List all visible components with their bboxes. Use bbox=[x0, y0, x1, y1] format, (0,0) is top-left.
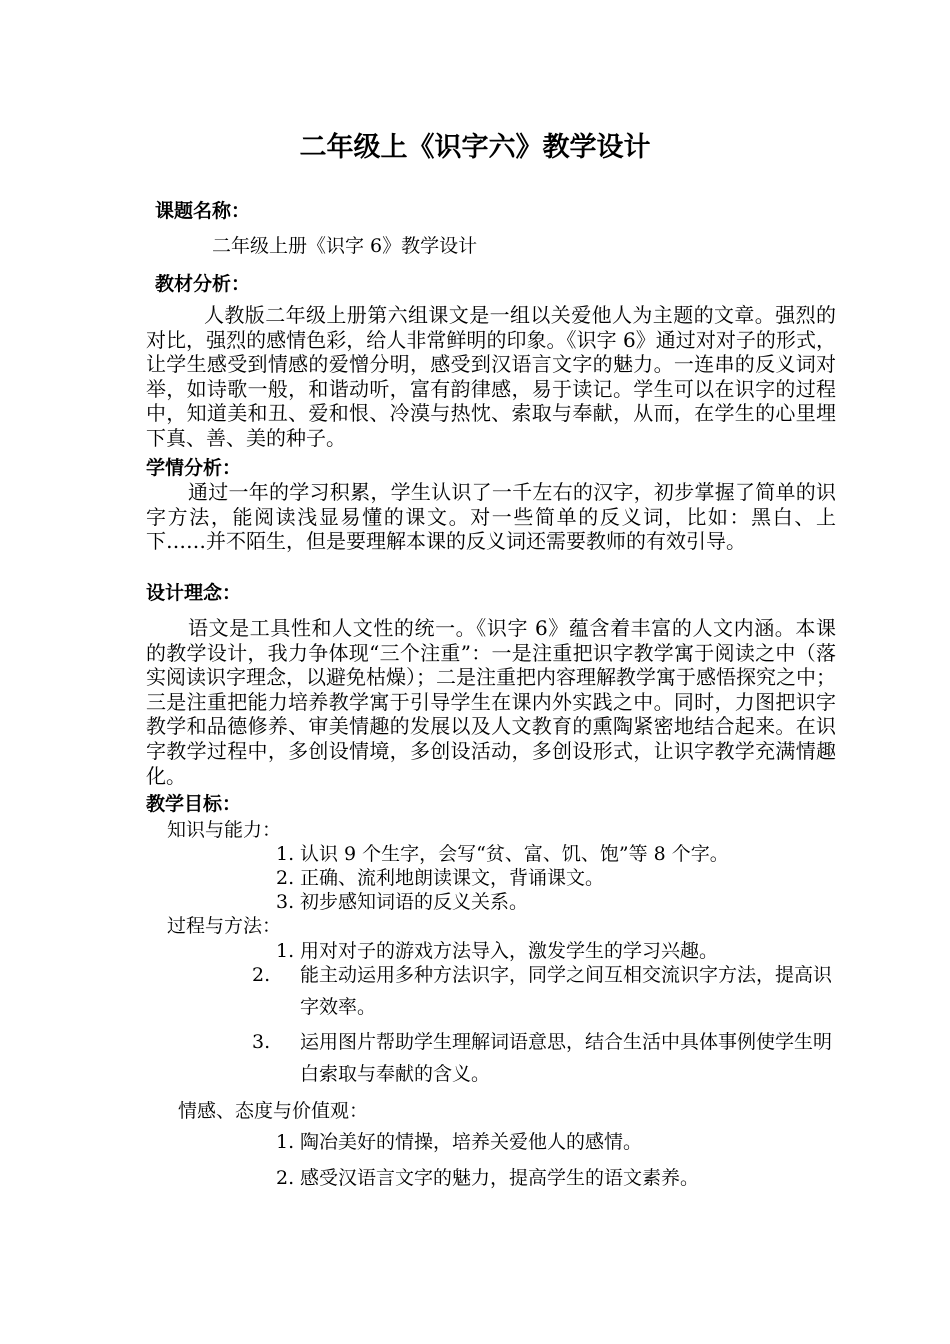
knowledge-item-1: 1. 认识 9 个生字，会写“贫、富、饥、饱”等 8 个字。 bbox=[276, 843, 729, 865]
process-method-label: 过程与方法： bbox=[167, 915, 282, 937]
knowledge-ability-label: 知识与能力： bbox=[167, 819, 282, 841]
material-analysis-heading: 教材分析： bbox=[155, 273, 251, 295]
student-analysis-text: 通过一年的学习积累，学生认识了一千左右的汉字，初步掌握了简单的识字方法，能阅读浅显易懂的课文。对一些简单的反义词，比如：黑白、上下……并不陌生，但是要理解本课的反义词还需要教师的有效引导。 bbox=[146, 480, 836, 554]
process-item-2: 2. 能主动运用多种方法识字，同学之间互相交流识字方法，提高识字效率。 bbox=[252, 964, 833, 1018]
design-concept-heading: 设计理念： bbox=[146, 582, 242, 604]
course-name-value: 二年级上册《识字 6》教学设计 bbox=[212, 235, 478, 257]
emotion-item-2: 2. 感受汉语言文字的魅力，提高学生的语文素养。 bbox=[276, 1167, 700, 1189]
emotion-item-1: 1. 陶冶美好的情操，培养关爱他人的感情。 bbox=[276, 1131, 643, 1153]
emotion-attitude-values-label: 情感、态度与价值观： bbox=[178, 1100, 369, 1122]
student-analysis-heading: 学情分析： bbox=[146, 457, 242, 479]
material-analysis-text: 人教版二年级上册第六组课文是一组以关爱他人为主题的文章。强烈的对比，强烈的感情色彩，给人非常鲜明的印象。《识字 6》通过对对子的形式，让学生感受到情感的爱憎分明，感受到汉语言文字的魅力。一连串的反义词对举，如诗歌一般，和谐动听，富有韵律感，易于读记。学生可以在识字的过程中，知道美和丑、爱和恨、冷漠与热忱、索取与奉献，从而，在学生的心里埋下真、善、美的种子。 bbox=[146, 303, 836, 450]
teaching-goals-heading: 教学目标： bbox=[146, 793, 242, 815]
knowledge-item-2: 2. 正确、流利地朗读课文，背诵课文。 bbox=[276, 867, 605, 889]
knowledge-item-3: 3. 初步感知词语的反义关系。 bbox=[276, 891, 529, 913]
design-concept-text: 语文是工具性和人文性的统一。《识字 6》蕴含着丰富的人文内涵。本课的教学设计，我力争体现“三个注重”：一是注重把识字教学寓于阅读之中（落实阅读识字理念，以避免枯燥）；二是注重把内容理解教学寓于感悟探究之中；三是注重把能力培养教学寓于引导学生在课内外实践之中。同时，力图把识字教学和品德修养、审美情趣的发展以及人文教育的熏陶紧密地结合起来。在识字教学过程中，多创设情境，多创设活动，多创设形式，让识字教学充满情趣化。 bbox=[146, 616, 836, 788]
process-item-1: 1. 用对对子的游戏方法导入，激发学生的学习兴趣。 bbox=[276, 940, 719, 962]
process-item-3: 3. 运用图片帮助学生理解词语意思，结合生活中具体事例使学生明白索取与奉献的含义。 bbox=[252, 1031, 833, 1085]
document-title: 二年级上《识字六》教学设计 bbox=[299, 132, 651, 163]
course-name-heading: 课题名称： bbox=[155, 200, 251, 222]
